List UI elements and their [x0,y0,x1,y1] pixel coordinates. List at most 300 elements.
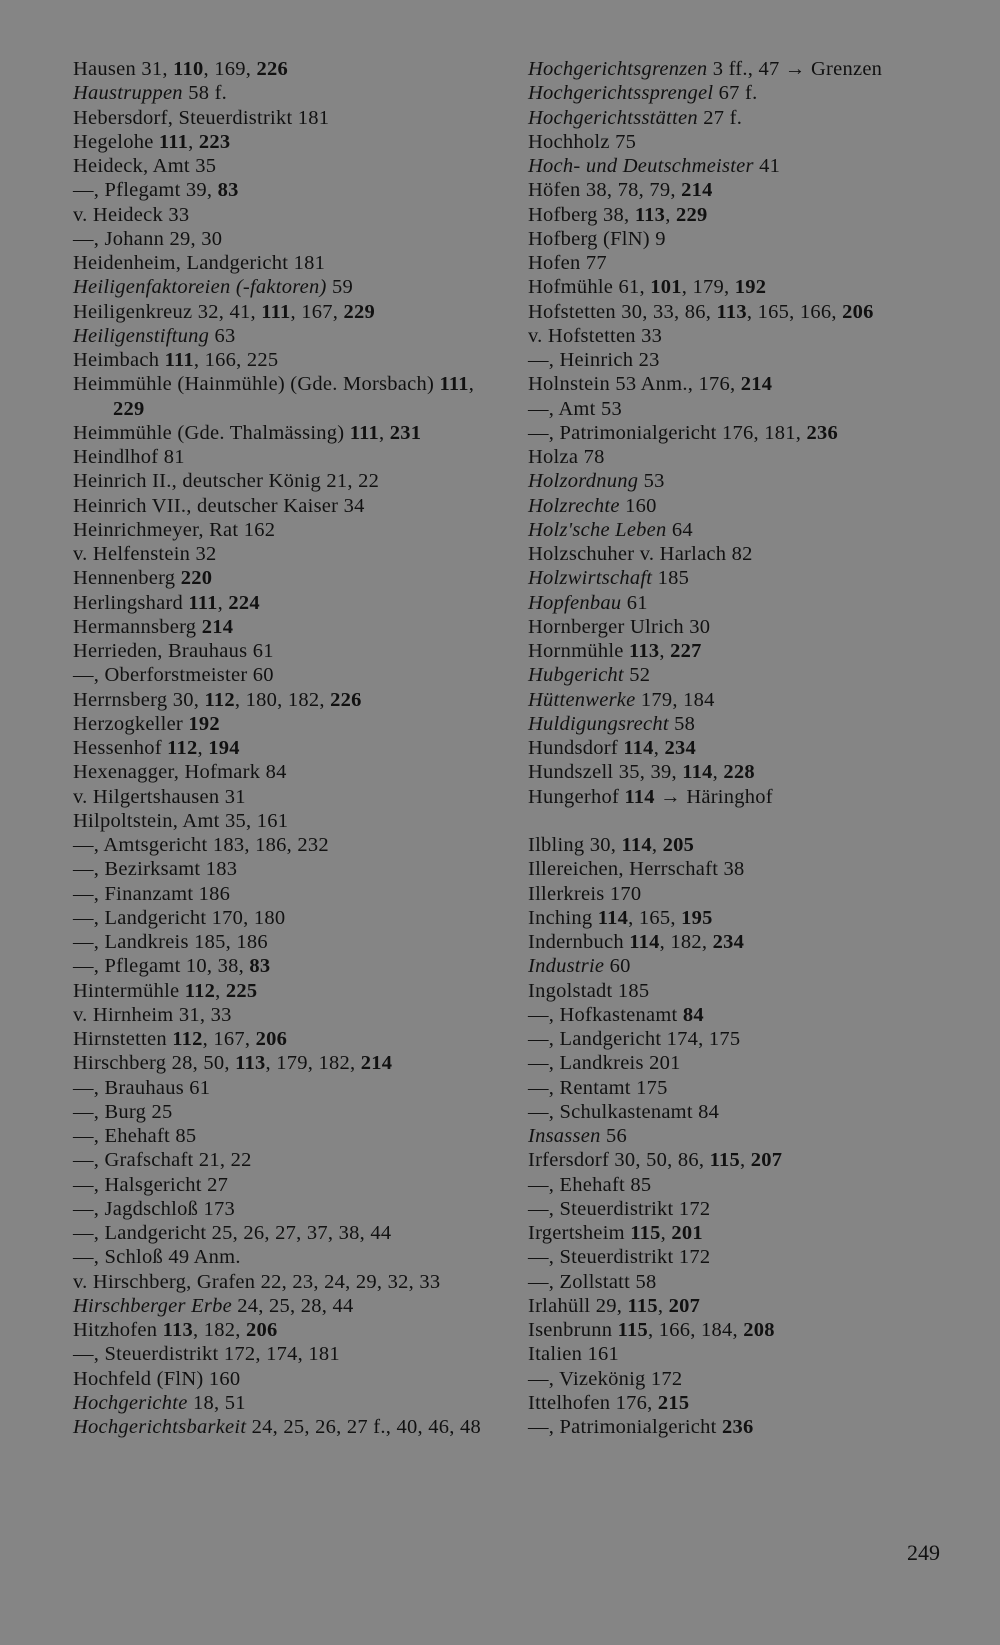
entry-text: —, Steuerdistrikt 172 [528,1246,711,1269]
index-entry [528,930,958,954]
index-entry [528,1294,958,1318]
page-ref-bold: 223 [198,130,231,153]
index-entry [528,1270,958,1294]
index-entry [73,372,503,421]
entry-text: —, Brauhaus 61 [73,1076,211,1099]
index-entry [528,154,958,178]
index-entry [73,712,503,736]
entry-text: , 165, 166, [746,300,843,323]
index-entry [528,251,958,275]
entry-text: Hochholz 75 [528,130,637,153]
index-entry [528,906,958,930]
index-entry [73,882,503,906]
entry-text: 27 f. [697,106,743,129]
index-entry [73,57,503,81]
entry-text: —, Bezirksamt 183 [73,858,238,881]
entry-text: Höfen 38, 78, 79, [528,179,682,202]
entry-text: , [665,203,676,226]
entry-text: Ilbling 30, [528,834,622,856]
index-entry [528,324,958,348]
entry-text: 56 [600,1125,627,1147]
index-entry [73,300,503,324]
entry-text: Hofberg 38, [528,203,635,226]
index-entry [73,857,503,881]
index-entry [528,1100,958,1124]
entry-text: Hirnstetten [73,1028,173,1050]
entry-text: v. Helfenstein 32 [73,543,217,565]
entry-text: —, Landgericht 170, 180 [73,906,286,929]
entry-text: —, Amtsgericht 183, 186, 232 [73,834,329,856]
page-ref-bold: 113 [162,1319,193,1341]
index-entry [73,591,503,615]
page-ref-bold: 195 [681,906,713,929]
page-ref-bold: 110 [173,58,204,80]
index-entry [73,736,503,760]
page-ref-bold: 205 [662,834,695,856]
entry-text: Irgertsheim [528,1222,631,1244]
index-entry [73,1342,503,1366]
entry-text: —, Schulkastenamt 84 [528,1100,720,1123]
subject-term: Holzrechte [528,494,620,517]
entry-text: Illereichen, Herrschaft 38 [528,858,745,881]
entry-text: Hebersdorf, Steuerdistrikt 181 [73,106,330,129]
page-ref-bold: 114 [624,785,655,808]
page-ref-bold: 111 [439,373,469,396]
entry-text: Hundszell 35, 39, [528,761,683,784]
index-entry [73,688,503,712]
entry-text: Heimmühle (Hainmühle) (Gde. Morsbach) [73,373,440,396]
entry-text: , 166, 184, [647,1319,744,1341]
entry-text: , 179, 182, [265,1052,361,1075]
subject-term: Heiligenfaktoreien (-faktoren) [73,276,327,299]
index-entry [73,518,503,542]
index-entry [528,712,958,736]
index-entry [528,469,958,493]
entry-text: —, Burg 25 [73,1100,173,1123]
entry-text: 18, 51 [187,1391,246,1414]
index-entry [528,542,958,566]
index-entry [73,615,503,639]
page-ref-bold: 220 [180,567,213,590]
entry-text: Irfersdorf 30, 50, 86, [528,1149,710,1172]
page-ref-bold: 229 [113,397,145,420]
index-entry [73,227,503,251]
subject-term: Hochgerichtsstätten [528,106,698,129]
entry-text: → Häringhof [654,785,773,808]
entry-text: 179, 184 [635,688,715,711]
entry-text: Hornberger Ulrich 30 [528,615,711,638]
entry-text: Italien 161 [528,1343,619,1366]
page-ref-bold: 83 [217,179,239,202]
entry-text: —, Jagdschloß 173 [73,1197,235,1220]
page-ref-bold: 234 [664,737,696,759]
entry-text: Holnstein 53 Anm., 176, [528,373,741,396]
page-ref-bold: 227 [670,640,702,662]
page-ref-bold: 112 [184,979,216,1002]
page-ref-bold: 208 [743,1319,775,1341]
entry-text: Hofberg (FlN) 9 [528,227,666,250]
entry-text: Inching [528,906,598,929]
page-ref-bold: 207 [750,1149,783,1172]
subject-term: Hochgerichtsgrenzen [528,58,708,80]
entry-text: 3 ff., 47 → Grenzen [707,58,883,80]
entry-text: —, Landgericht 174, 175 [528,1028,741,1050]
entry-text: Heindlhof 81 [73,446,185,468]
entry-text: —, Zollstatt 58 [528,1270,657,1293]
subject-term: Hochgerichtssprengel [528,82,714,105]
index-entry [528,1027,958,1051]
entry-text: Herzogkeller [73,712,189,735]
entry-text: Heidenheim, Landgericht 181 [73,252,326,274]
page-ref-bold: 114 [682,761,713,784]
page-ref-bold: 234 [712,931,745,953]
index-entry [528,1148,958,1172]
page-ref-bold: 83 [249,955,271,978]
index-entry [73,348,503,372]
entry-text: —, Pflegamt 10, 38, [73,955,250,978]
subject-term: Hochgerichte [73,1391,188,1414]
entry-text: —, Steuerdistrikt 172, 174, 181 [73,1343,340,1366]
entry-text: Ingolstadt 185 [528,979,650,1002]
page-ref-bold: 201 [671,1222,703,1244]
index-entry [528,639,958,663]
entry-text: 24, 25, 26, 27 f., 40, 46, 48 [246,1416,481,1438]
index-entry [73,1270,503,1294]
subject-term: Insassen [528,1125,601,1147]
entry-text: , 165, [628,906,682,929]
index-entry [528,833,958,857]
index-entry [528,1415,958,1439]
entry-text: —, Grafschaft 21, 22 [73,1149,252,1172]
entry-text: Hofmühle 61, [528,276,651,299]
index-entry [528,372,958,396]
index-entry [73,251,503,275]
index-entry [73,445,503,469]
entry-text: Hilpoltstein, Amt 35, 161 [73,809,289,832]
entry-text: Heinrich II., deutscher König 21, 22 [73,470,380,493]
entry-text: Hofen 77 [528,252,607,274]
index-entry [528,445,958,469]
entry-text: , 182, [192,1319,246,1341]
index-entry [528,518,958,542]
entry-text: , 166, 225 [193,349,279,371]
entry-text: —, Finanzamt 186 [73,882,231,905]
entry-text: 60 [604,955,631,978]
entry-text: —, Pflegamt 39, [73,179,218,202]
index-entry [528,1076,958,1100]
entry-text: , [653,737,665,759]
entry-text: Heiligenkreuz 32, 41, [73,300,262,323]
index-entry [73,930,503,954]
entry-text: —, Halsgericht 27 [73,1173,229,1196]
entry-text: Indernbuch [528,931,630,953]
entry-text: Heimmühle (Gde. Thalmässing) [73,421,350,444]
index-entry [528,857,958,881]
subject-term: Hirschberger Erbe [73,1294,232,1317]
subject-term: Hoch- und Deutschmeister [528,155,754,177]
page-ref-bold: 231 [389,421,422,444]
index-entry [73,421,503,445]
index-entry [528,1124,958,1148]
index-entry [73,178,503,202]
page-ref-bold: 229 [343,300,375,323]
entry-text: v. Hirschberg, Grafen 22, 23, 24, 29, 32, 33 [73,1270,441,1293]
index-entry [528,300,958,324]
index-entry [528,1391,958,1415]
entry-text: Hundsdorf [528,737,624,759]
index-entry [528,1221,958,1245]
page-ref-bold: 228 [723,761,755,784]
subject-term: Holzordnung [528,470,639,493]
index-entry [528,615,958,639]
page-ref-bold: 115 [630,1222,661,1244]
entry-text: —, Steuerdistrikt 172 [528,1197,711,1220]
entry-text: Hornmühle [528,640,629,662]
entry-text: , [197,737,209,759]
index-entry [528,81,958,105]
subject-term: Huldigungsrecht [528,712,669,735]
entry-text: 59 [326,276,353,299]
entry-text: , [215,979,226,1002]
entry-text: , [660,1222,672,1244]
page-ref-bold: 236 [806,421,838,444]
entry-text: Herlingshard [73,591,189,614]
page-ref-bold: 113 [634,203,666,226]
entry-text: 53 [638,470,665,493]
entry-text: Herrnsberg 30, [73,688,205,711]
page-ref-bold: 236 [721,1416,754,1438]
entry-text: Heimbach [73,349,165,371]
page-ref-bold: 113 [716,300,747,323]
index-entry [73,566,503,590]
page-ref-bold: 112 [172,1028,203,1050]
page-ref-bold: 111 [158,130,189,153]
page-ref-bold: 214 [360,1052,393,1075]
entry-text: 185 [652,567,690,590]
entry-text: Hexenagger, Hofmark 84 [73,761,287,784]
page-ref-bold: 115 [709,1149,741,1172]
page-ref-bold: 206 [255,1028,288,1050]
entry-text: , 167, [202,1028,256,1050]
page-ref-bold: 84 [682,1003,704,1026]
entry-text: 24, 25, 28, 44 [231,1294,354,1317]
entry-text: 63 [209,324,236,347]
index-entry [528,1245,958,1269]
index-entry [73,494,503,518]
page-ref-bold: 112 [204,688,235,711]
index-entry [528,760,958,784]
page-ref-bold: 194 [208,737,240,759]
entry-text: Hitzhofen [73,1319,163,1341]
page-ref-bold: 114 [597,906,629,929]
index-entry [528,494,958,518]
page-ref-bold: 111 [188,591,218,614]
page-ref-bold: 192 [734,276,767,299]
index-entry [528,275,958,299]
index-entry [528,591,958,615]
index-section-gap [528,809,958,833]
page-ref-bold: 224 [228,591,260,614]
page-ref-bold: 226 [256,58,288,80]
index-entry [73,809,503,833]
index-entry [73,1415,503,1439]
entry-text: Hessenhof [73,737,168,759]
page-ref-bold: 114 [629,931,660,953]
index-entry [73,1076,503,1100]
index-column-right [528,57,958,1439]
index-entry [73,130,503,154]
index-entry [528,882,958,906]
entry-text: —, Rentamt 175 [528,1076,668,1099]
subject-term: Hüttenwerke [528,688,636,711]
entry-text: —, Hofkastenamt [528,1003,683,1026]
entry-text: —, Amt 53 [528,397,622,420]
subject-term: Holzwirtschaft [528,567,653,590]
index-entry [73,1367,503,1391]
entry-text: 52 [623,664,651,687]
index-entry [73,1245,503,1269]
entry-text: , 182, [659,931,713,953]
index-entry [528,736,958,760]
index-entry [528,954,958,978]
index-entry [528,130,958,154]
index-entry [528,203,958,227]
entry-text: v. Hilgertshausen 31 [73,785,246,808]
index-entry [528,1367,958,1391]
entry-text: , [740,1149,751,1172]
index-entry [528,1318,958,1342]
entry-text: Hausen 31, [73,58,174,80]
page-ref-bold: 112 [167,737,198,759]
page-ref-bold: 225 [225,979,258,1002]
entry-text: —, Patrimonialgericht [528,1416,722,1438]
index-entry [73,1051,503,1075]
entry-text: Hennenberg [73,567,181,590]
entry-text: —, Vizekönig 172 [528,1367,683,1390]
index-entry [528,663,958,687]
entry-text: Herrieden, Brauhaus 61 [73,640,274,662]
entry-text: Hochfeld (FlN) 160 [73,1367,241,1390]
index-entry [73,663,503,687]
page-ref-bold: 113 [629,640,660,662]
index-entry [73,906,503,930]
entry-text: Hegelohe [73,130,159,153]
entry-text: , [217,591,229,614]
page-ref-bold: 229 [675,203,708,226]
entry-text: Hungerhof [528,785,625,808]
subject-term: Industrie [528,955,605,978]
index-entry [73,469,503,493]
page-ref-bold: 192 [188,712,220,735]
index-entry [73,1294,503,1318]
page-ref-bold: 215 [657,1391,690,1414]
index-entry [528,1051,958,1075]
index-entry [73,106,503,130]
index-entry [528,397,958,421]
subject-term: Hochgerichtsbarkeit [73,1416,247,1438]
entry-text: Heideck, Amt 35 [73,155,217,177]
index-entry [73,1003,503,1027]
entry-text: —, Landkreis 185, 186 [73,931,268,953]
entry-text: —, Johann 29, 30 [73,227,223,250]
entry-text: 160 [619,494,657,517]
page-ref-bold: 111 [261,300,291,323]
entry-text: Ittelhofen 176, [528,1391,658,1414]
index-entry [528,688,958,712]
index-entry [528,421,958,445]
index-entry [73,275,503,299]
entry-text: v. Hirnheim 31, 33 [73,1003,232,1026]
entry-text: Heinrichmeyer, Rat 162 [73,518,276,541]
entry-text: 58 f. [182,82,228,105]
index-entry [73,324,503,348]
entry-text: , 167, [290,300,344,323]
page-number: 249 [907,1540,940,1565]
entry-text: Hermannsberg [73,615,202,638]
page-ref-bold: 206 [245,1319,278,1341]
entry-text: —, Oberforstmeister 60 [73,664,274,687]
subject-term: Heiligenstiftung [73,324,210,347]
page-ref-bold: 214 [201,615,234,638]
index-entry [73,1173,503,1197]
entry-text: —, Schloß 49 Anm. [73,1246,241,1269]
entry-text: Hintermühle [73,979,185,1002]
page-ref-bold: 207 [668,1294,701,1317]
subject-term: Haustruppen [73,82,183,105]
entry-text: 41 [753,155,781,177]
page-ref-bold: 115 [627,1294,658,1317]
entry-text: Isenbrunn [528,1319,618,1341]
index-entry [73,203,503,227]
index-entry [528,227,958,251]
entry-text: , [659,640,671,662]
index-entry [528,106,958,130]
entry-text: 64 [666,518,693,541]
index-entry [73,1391,503,1415]
entry-text: —, Heinrich 23 [528,349,660,371]
index-entry [528,566,958,590]
index-entry [528,1197,958,1221]
entry-text: Irlahüll 29, [528,1294,628,1317]
entry-text: , [468,373,475,396]
index-entry [73,954,503,978]
page-ref-bold: 114 [621,834,652,856]
index-column-left [73,57,503,1439]
page-ref-bold: 214 [681,179,713,202]
index-entry [73,1148,503,1172]
index-entry [73,154,503,178]
entry-text: , [378,421,390,444]
index-entry [73,1027,503,1051]
entry-text: 58 [668,712,696,735]
page-ref-bold: 214 [740,373,773,396]
index-entry [73,1100,503,1124]
entry-text: , 180, 182, [234,688,331,711]
page-ref-bold: 113 [235,1052,266,1075]
index-entry [73,81,503,105]
index-entry [73,1197,503,1221]
entry-text: , [651,834,663,856]
entry-text: —, Patrimonialgericht 176, 181, [528,421,807,444]
subject-term: Hubgericht [528,664,624,687]
index-entry [528,1003,958,1027]
index-entry [73,1124,503,1148]
index-entry [73,542,503,566]
index-entry [73,979,503,1003]
page-ref-bold: 226 [330,688,362,711]
entry-text: —, Ehehaft 85 [528,1173,652,1196]
index-entry [528,1342,958,1366]
